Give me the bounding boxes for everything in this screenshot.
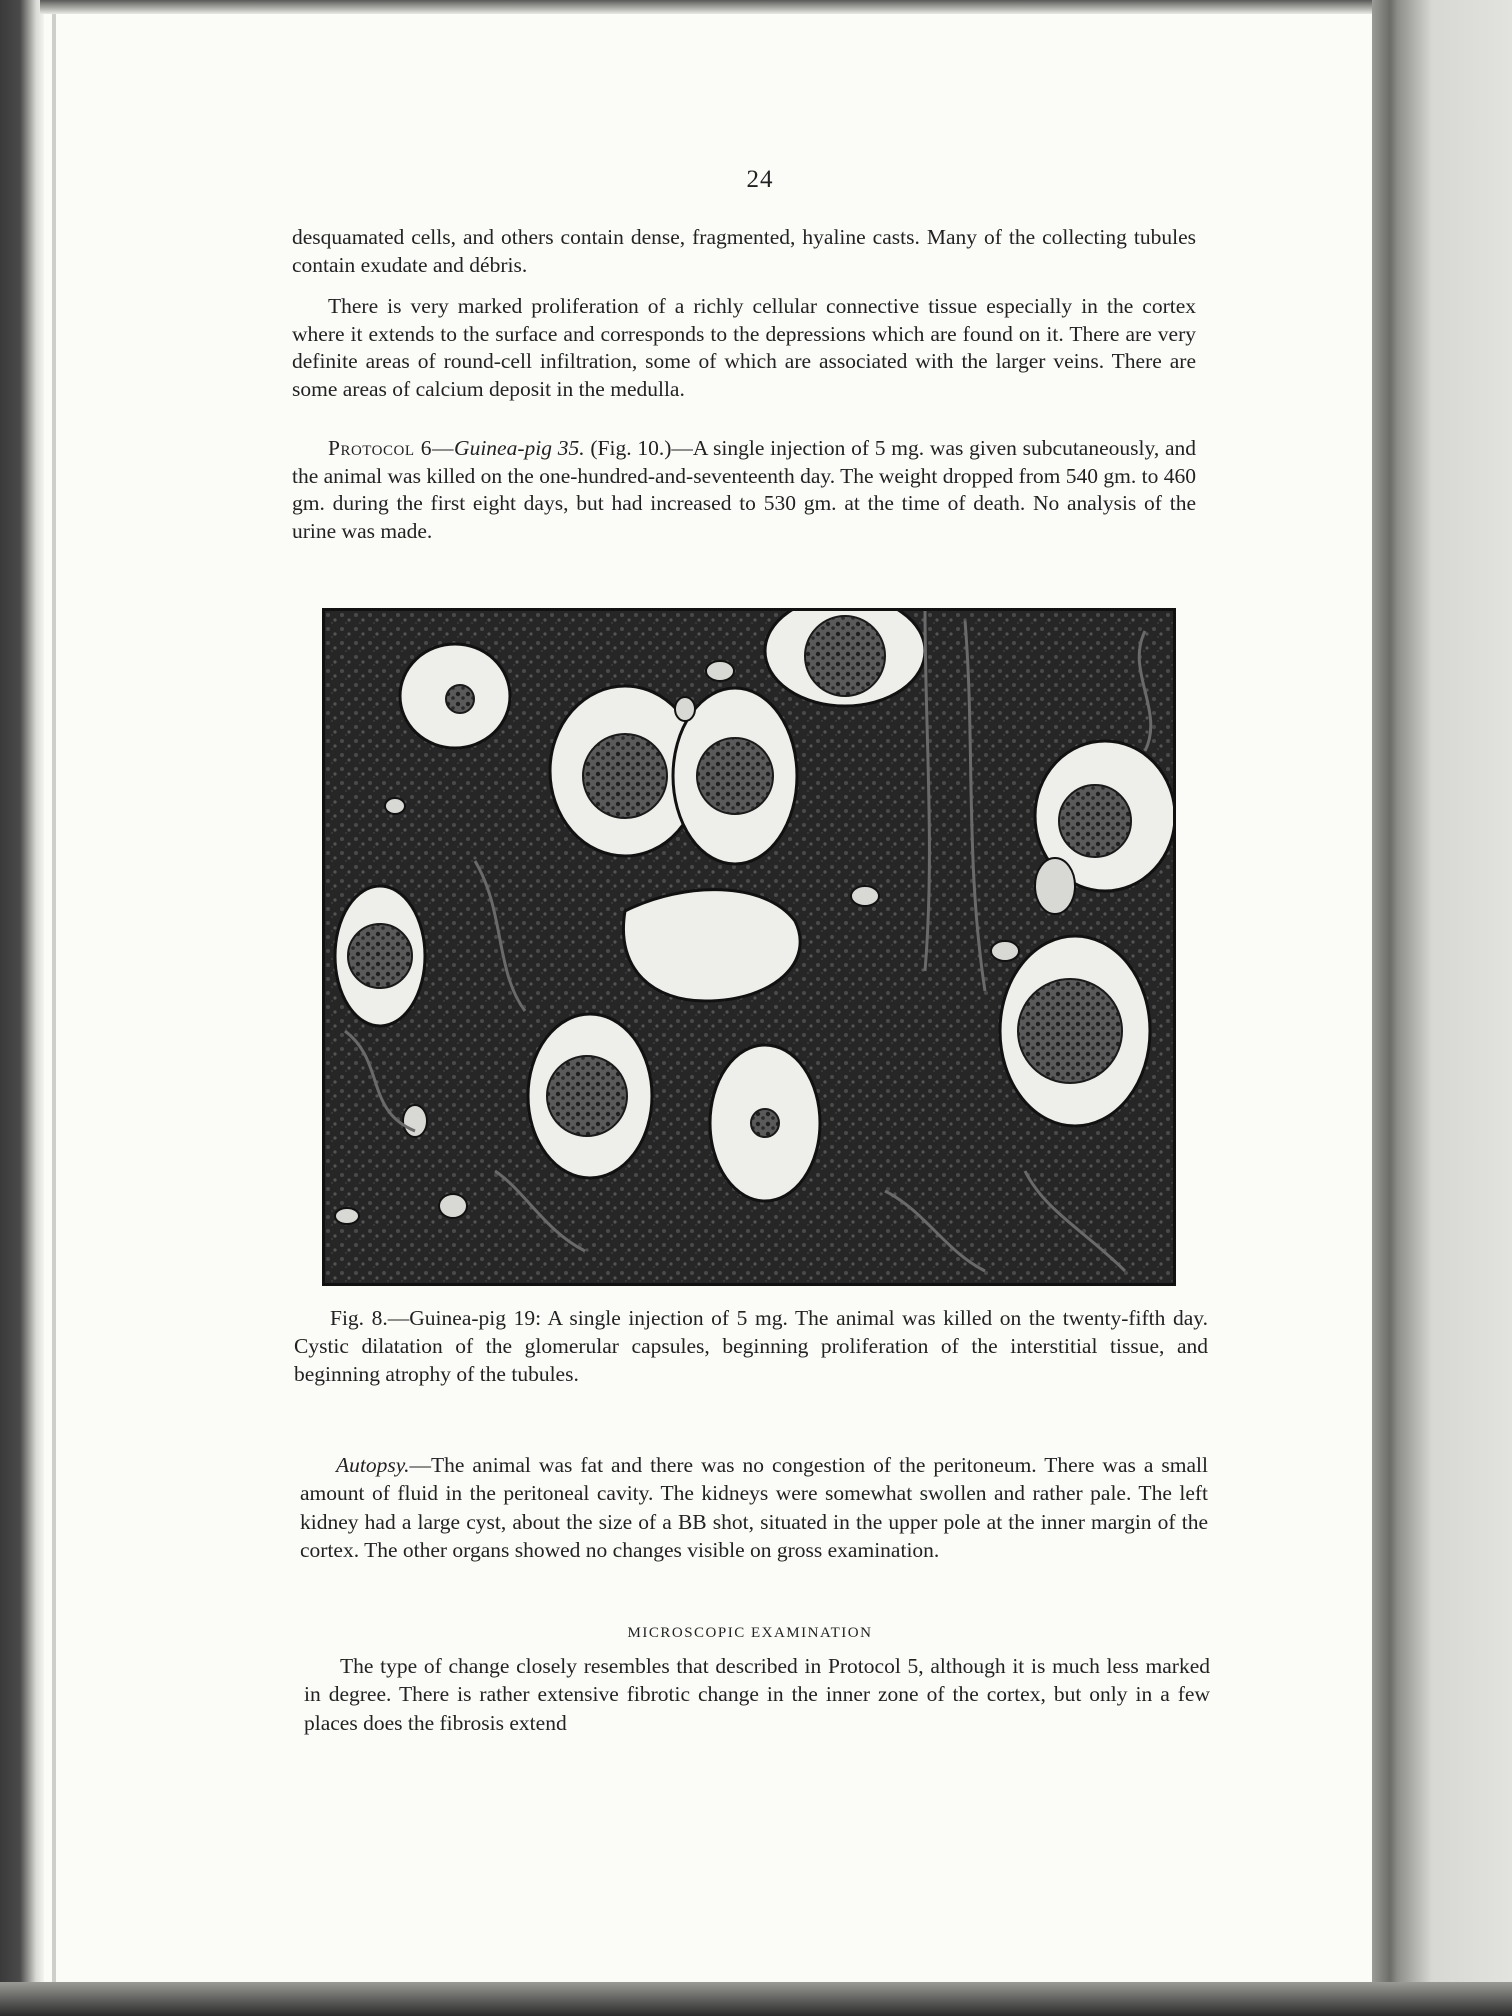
protocol-subject: Guinea-pig 35.	[454, 436, 585, 460]
scan-edge-top	[40, 0, 1390, 14]
autopsy-label: Autopsy.	[336, 1453, 410, 1477]
paragraph-continuation: desquamated cells, and others contain dense, fragmented, hyaline casts. Many of the collecting tubules contain exudate and débris.	[292, 225, 1196, 277]
paragraph-autopsy	[300, 1451, 1208, 1565]
paragraph-protocol-6	[292, 435, 1196, 545]
paragraph-microscopic: The type of change closely resembles that described in Protocol 5, although it is much less marked in degree. There is rather extensive fibrotic change in the inner zone of the cortex, but only in a few places does the fibrosis extend	[304, 1654, 1210, 1735]
protocol-body: (Fig. 10.)—A single injection of 5 mg. was given subcutaneously, and the animal was killed on the one-hundred-and-seventeenth day. The weight dropped from 540 gm. to 460 gm. during the first eight days, but had increased to 530 gm. at the time of death. No analysis of the urine was made.	[292, 436, 1197, 543]
section-heading: MICROSCOPIC EXAMINATION	[627, 1625, 873, 1641]
paragraph-proliferation: There is very marked proliferation of a richly cellular connective tissue especially in the cortex where it extends to the surface and corresponds to the depressions which are found on it. There are very definite areas of round-cell infiltration, some of which are associated with the larger veins. There are some areas of calcium deposit in the medulla.	[292, 294, 1196, 401]
autopsy-body: —The animal was fat and there was no congestion of the peritoneum. There was a small amount of fluid in the peritoneal cavity. The kidneys were somewhat swollen and rather pale. The left kidney had a large cyst, about the size of a BB shot, situated in the upper pole at the inner margin of the cortex. The other organs showed no changes visible on gross examination.	[300, 1453, 1208, 1563]
figure-caption: Fig. 8.—Guinea-pig 19: A single injection of 5 mg. The animal was killed on the twenty-fifth day. Cystic dilatation of the glomerular capsules, beginning proliferation of the interstitial tissue, and beginning atrophy of the tubules.	[294, 1306, 1208, 1386]
scan-edge-left	[0, 0, 44, 2016]
micrograph-image	[325, 611, 1173, 1283]
page-number: 24	[746, 166, 774, 193]
protocol-label: Protocol 6—	[328, 436, 455, 460]
scan-binding-line	[52, 10, 56, 2000]
scan-edge-bottom	[0, 1982, 1512, 2016]
micrograph-figure	[322, 608, 1176, 1286]
scan-edge-right	[1372, 0, 1512, 2016]
